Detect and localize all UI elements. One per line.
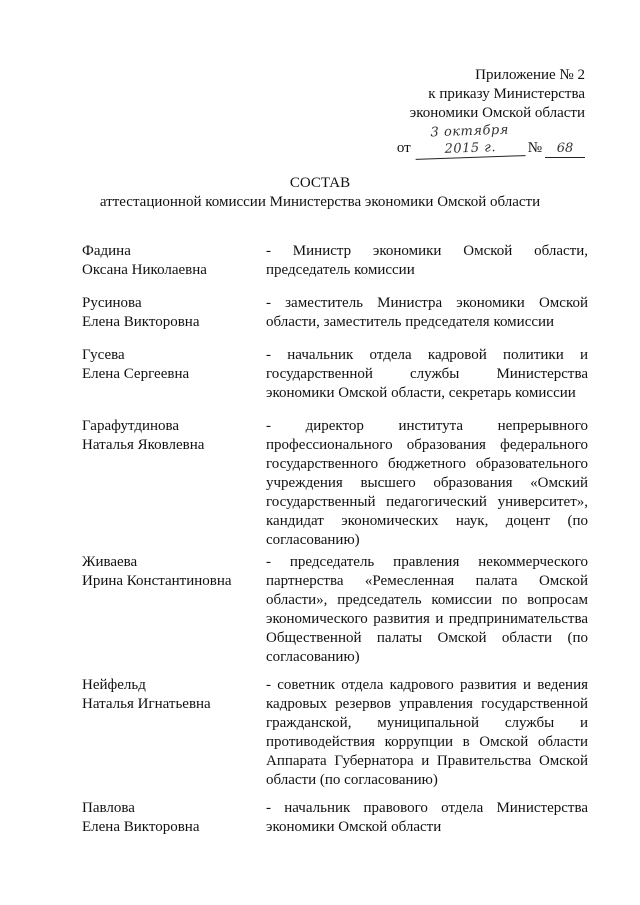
member-first-names: Ирина Константиновна: [82, 573, 232, 589]
appendix-block: [325, 66, 585, 158]
from-label: от: [396, 140, 411, 156]
appendix-ministry: экономики Омской области: [409, 105, 585, 121]
member-role: - заместитель Министра экономики Омской области, заместитель председателя комиссии: [266, 295, 588, 330]
member-role: - начальник отдела кадровой политики и государственной службы Министерства экономики Омской области, секретарь комиссии: [266, 347, 588, 401]
member-first-names: Елена Сергеевна: [82, 366, 190, 382]
member-name: [82, 417, 264, 550]
handwritten-date: 3 октября 2015 г.: [414, 121, 525, 160]
order-date-line: [325, 123, 585, 158]
member-surname: Гусева: [82, 347, 125, 363]
member-first-names: Оксана Николаевна: [82, 262, 207, 278]
number-sign: №: [527, 140, 542, 156]
member-role: - председатель правления некоммерческого партнерства «Ремесленная палата Омской области», председатель комиссии по вопросам экономического развития и предпринимательства Общественной палаты Омской области (по согласованию): [266, 554, 588, 665]
member-row: [82, 417, 588, 550]
member-surname: Гарафутдинова: [82, 418, 180, 434]
member-surname: Фадина: [82, 243, 131, 259]
member-role: - советник отдела кадрового развития и ведения кадровых резервов управления государственной гражданской, муниципальной службы и противодействия коррупции в Омской области Аппарата Губернатора и Правительства Омской области (по согласованию): [266, 677, 588, 788]
member-first-names: Наталья Игнатьевна: [82, 696, 211, 712]
member-row: [82, 242, 588, 280]
member-surname: Живаева: [82, 554, 138, 570]
member-name: [82, 242, 264, 280]
member-surname: Павлова: [82, 800, 135, 816]
member-row: [82, 676, 588, 790]
member-row: [82, 553, 588, 667]
member-name: [82, 294, 264, 332]
member-name: [82, 553, 264, 667]
member-row: [82, 799, 588, 837]
appendix-number: Приложение № 2: [475, 67, 585, 83]
handwritten-number: 68: [545, 140, 585, 158]
member-first-names: Наталья Яковлевна: [82, 437, 205, 453]
member-role: - начальник правового отдела Министерства экономики Омской области: [266, 800, 588, 835]
member-name: [82, 676, 264, 790]
document-subtitle: аттестационной комиссии Министерства экономики Омской области: [99, 194, 541, 210]
member-name: [82, 346, 264, 403]
member-first-names: Елена Викторовна: [82, 314, 200, 330]
document-title: СОСТАВ: [289, 175, 351, 191]
member-name: [82, 799, 264, 837]
member-row: [82, 346, 588, 403]
member-role: - Министр экономики Омской области, председатель комиссии: [266, 243, 588, 278]
member-row: [82, 294, 588, 332]
member-first-names: Елена Викторовна: [82, 819, 200, 835]
appendix-order-ref: к приказу Министерства: [428, 86, 585, 102]
member-surname: Русинова: [82, 295, 142, 311]
member-surname: Нейфельд: [82, 677, 146, 693]
member-role: - директор института непрерывного профессионального образования федерального государственного бюджетного образовательного учреждения высшего образования «Омский государственный педагогический университет», кандидат экономических наук, доцент (по согласованию): [266, 418, 588, 548]
